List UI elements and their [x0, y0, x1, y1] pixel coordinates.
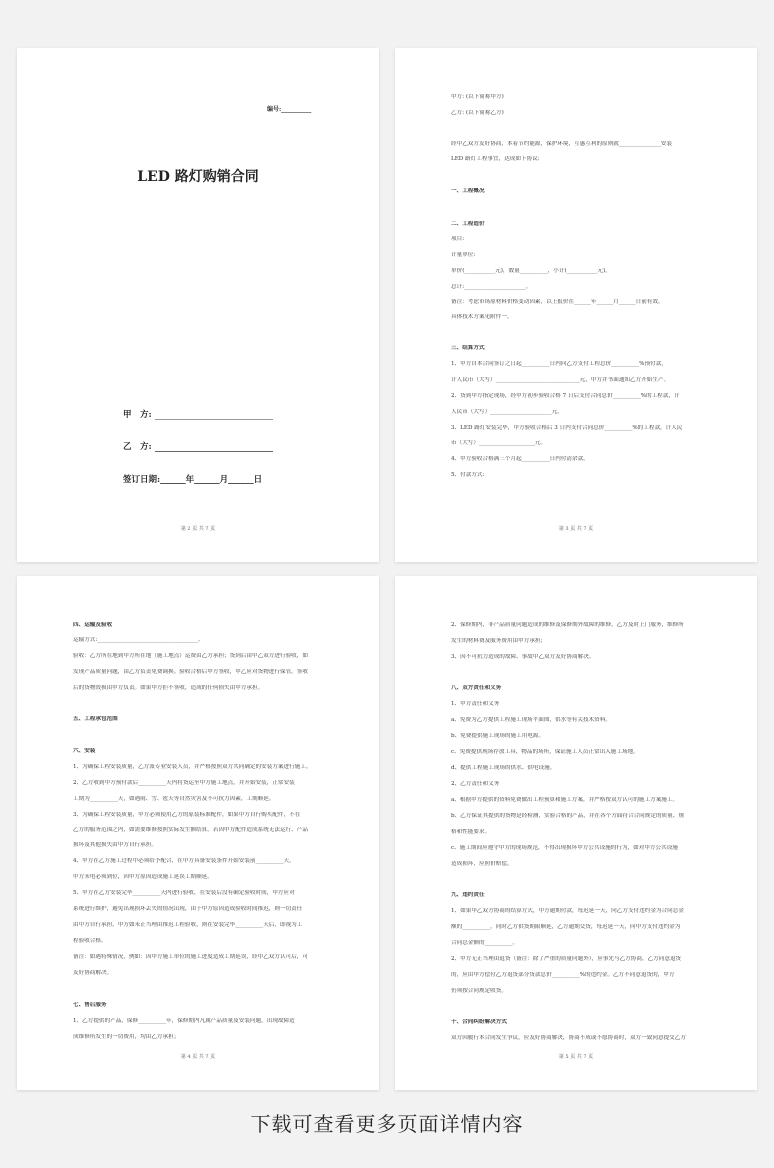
- text-line: 造成损坏，应照价赔偿。: [451, 861, 513, 867]
- download-caption: 下载可查看更多页面详情内容: [250, 1112, 524, 1136]
- section-heading: 二、工程造价: [451, 221, 485, 227]
- page-4: [17, 576, 379, 1090]
- party-b-label: 乙 方:: [123, 442, 152, 452]
- party-b-line: [155, 442, 273, 452]
- text-line: 乙方: (以下简称乙方): [451, 110, 504, 116]
- text-line: 由甲方自行承担，甲方如未正当理由推迟工程验收，则在安装完毕__________天后，即视为工: [73, 922, 303, 928]
- text-line: 程验收合格。: [73, 938, 107, 944]
- section-heading: 十、合同纠纷解决方式: [451, 1019, 507, 1025]
- page-footer: 第 2 页 共 7 页: [180, 526, 216, 532]
- text-line: 具体技术方案见附件一。: [451, 314, 513, 320]
- text-line: 甲方: (以下简称甲方): [451, 94, 504, 100]
- text-line: 合同总金额的__________。: [451, 940, 519, 946]
- text-line: 1、如果甲乙双方协商的结算方式，甲方逾期付款，每迟延一天，向乙方支付违约金为合同总金: [451, 908, 684, 914]
- text-line: 仍须按合同规定收货。: [451, 988, 507, 994]
- text-line: 2、乙方收到甲方预付款后__________天内将货运至甲方施工地点，并开始安装，正常安装: [73, 780, 295, 786]
- text-line: b、免费提供施工现场的施工用电源。: [451, 733, 545, 739]
- text-line: 2、货到甲方指定现场，经甲方初步验收合格 7 日后支付合同总价__________%的工程款，计: [451, 393, 680, 399]
- text-line: 项目:: [451, 236, 465, 242]
- text-line: 5、甲方在乙方安装完毕__________天内进行验收，在安装后没有确定验收时间，甲方应对: [73, 890, 295, 896]
- text-line: 的，应由甲方偿付乙方退货部分货款总价__________%的违约金。乙方不同意退货的，甲方: [451, 972, 675, 978]
- text-line: 验收：乙方所在地到甲方所在地（施工地点）运费由乙方承担；货到后由甲乙双方进行验收，如: [73, 653, 308, 659]
- page-footer: 第 4 页 共 7 页: [180, 1054, 216, 1060]
- text-line: 1、甲方自本合同签订之日起__________日内向乙方支付工程总价__________%预付款，: [451, 361, 667, 367]
- party-b-signature: [123, 440, 273, 452]
- text-line: 发生的材料费及服务费用由甲方承担;: [451, 638, 543, 644]
- text-line: 乙方的服务范围之内，如需要维修按照实际发生额结算。若因甲方配件造成系统无法运行、产品: [73, 827, 308, 833]
- section-heading: 三、结算方式: [451, 345, 485, 351]
- party-a-label: 甲 方:: [123, 410, 152, 420]
- text-line: a、根据甲方提供的资料免费做出工程预算和施工方案，并严格按双方认可的施工方案施工。: [451, 797, 679, 803]
- page-footer: 第 3 页 共 7 页: [558, 526, 594, 532]
- text-line: 损坏及其他损失由甲方自行承担。: [73, 842, 157, 848]
- section-heading: 四、运输及验收: [73, 622, 113, 628]
- text-line: 2、保修期内，非产品质量问题造成的维修及保修期外故障的维修，乙方及时上门服务，维修所: [451, 622, 684, 628]
- text-line: 工期为__________天，如遇雨、雪、雹天等自然灾害及不可抗力因素，工期顺延。: [73, 796, 275, 802]
- text-line: 系统进行维护，避免出现损坏丢失的情况出现，由于甲方原因造成验收时间推迟，则一切责任: [73, 906, 303, 912]
- text-line: 3、为确保工程安装质量，甲方必须使用乙方的原装标准配件，如果甲方自行购买配件，不在: [73, 812, 301, 818]
- text-line: 甲方未电必须到位，因甲方原因造成施工延误工期顺延。: [73, 874, 213, 880]
- section-heading: 六、安装: [73, 748, 96, 754]
- text-line: 计量单位:: [451, 252, 476, 258]
- text-line: 格和性能要求。: [451, 829, 491, 835]
- text-line: 2、甲方无正当理由退货（备注：除了严重的质量问题外），应事先与乙方协商，乙方同意退货: [451, 956, 682, 962]
- text-line: 1、甲方责任和义务: [451, 701, 500, 707]
- contract-number: 编号:__________: [267, 106, 312, 113]
- section-heading: 九、违约责任: [451, 892, 485, 898]
- text-line: 3、因不可抗力造成的故障、事故甲乙双方友好协商解决。: [451, 654, 595, 660]
- section-heading: 七、售后服务: [73, 1002, 107, 1008]
- text-line: 总计:______________________。: [451, 284, 532, 290]
- text-line: c、施工期间应遵守甲方的现场规范，不得出现损坏甲方公共设施的行为，如对甲方公共设施: [451, 845, 678, 851]
- text-line: 币（大写）____________________元。: [451, 440, 547, 446]
- page-5: [395, 576, 757, 1090]
- section-heading: 八、双方责任和义务: [451, 685, 502, 691]
- text-line: 后的货物毁损由甲方负责。如果甲方拒不签收，造成的任何损失由甲方承担。: [73, 685, 264, 691]
- text-line: c、免费提供现场存放工具、物品的场所，保证施工人员正常出入施工场地。: [451, 749, 639, 755]
- text-line: 4、甲方验收合格满三个月起__________日内付清余款。: [451, 456, 589, 462]
- text-line: 1、为确保工程安装质量，乙方派专业安装人员，并严格按照双方共同确定的安装方案进行施工。: [73, 764, 312, 770]
- text-line: d、提供工程施工现场的供水、供电设施。: [451, 765, 556, 771]
- text-line: 双方因履行本合同发生争议，应友好协商解决，协商不成或不愿协商时，双方一致同意提交乙方: [451, 1035, 686, 1041]
- text-line: 成维修所发生的一切费用，均由乙方承担；: [73, 1034, 180, 1040]
- text-line: 友好协商解决。: [73, 970, 113, 976]
- text-line: 额的__________，同时乙方供货期限顺延，乙方逾期交货，每迟延一天，向甲方支付违约金为: [451, 924, 681, 930]
- text-line: 3、LED 路灯安装完毕，甲方验收合格后 3 日内支付合同总价__________%的工程款，计人民: [451, 425, 683, 431]
- text-line: 发现产品质量问题，由乙方负责免费调换。验收合格后甲方签收，甲乙应对货物进行保管，签收: [73, 669, 308, 675]
- party-a-signature: [123, 408, 273, 420]
- text-line: 备注：考虑市场原材料价格变动因素，以上报价在______年______月______日前有效。: [451, 299, 664, 305]
- text-line: 5、付款方式:: [451, 472, 485, 478]
- signing-date: 签订日期:______年______月______日: [123, 475, 263, 485]
- text-line: 1、乙方提供的产品，保修__________年，保修期内凡属产品质量及安装问题，出现故障造: [73, 1018, 295, 1024]
- contract-title: LED 路灯购销合同: [137, 169, 259, 185]
- text-line: a、免费为乙方提供工程施工现场平面图，供水等有关技术资料。: [451, 717, 611, 723]
- party-a-line: [155, 410, 273, 420]
- page-cover: [17, 48, 379, 562]
- text-line: LED 路灯工程事宜，达成如下协议:: [451, 156, 540, 162]
- text-line: 经甲乙双方友好协商，本着节约能源，保护环境，互惠互利的原则就_______________安装: [451, 141, 672, 147]
- section-heading: 一、工程概况: [451, 188, 485, 194]
- text-line: 2、乙方责任和义务: [451, 781, 500, 787]
- text-line: b、乙方保证其提供的货物是经检测，实验合格的产品，并在各个方面符合合同规定的质量、规: [451, 813, 684, 819]
- text-line: 备注：如遇特殊情况，例如：因甲方施工单位的施工进度造成工期延误，经甲乙双方认可后，可: [73, 954, 308, 960]
- text-line: 4、甲方在乙方施工过程中必须给予配合，在甲方具备安装条件开始安装前__________天，: [73, 858, 295, 864]
- page-footer: 第 5 页 共 7 页: [558, 1054, 594, 1060]
- page-3: [395, 48, 757, 562]
- section-heading: 五、工程承包范围: [73, 716, 118, 722]
- text-line: 计人民币（大写）______________________________元，甲方并书面通知乙方开始生产。: [451, 377, 670, 383]
- text-line: 单价(___________元)，数量__________，小计(___________元)，: [451, 268, 611, 274]
- text-line: 人民币（大写）______________________元。: [451, 409, 563, 415]
- text-line: 运输方式:____________________________________。: [73, 637, 204, 643]
